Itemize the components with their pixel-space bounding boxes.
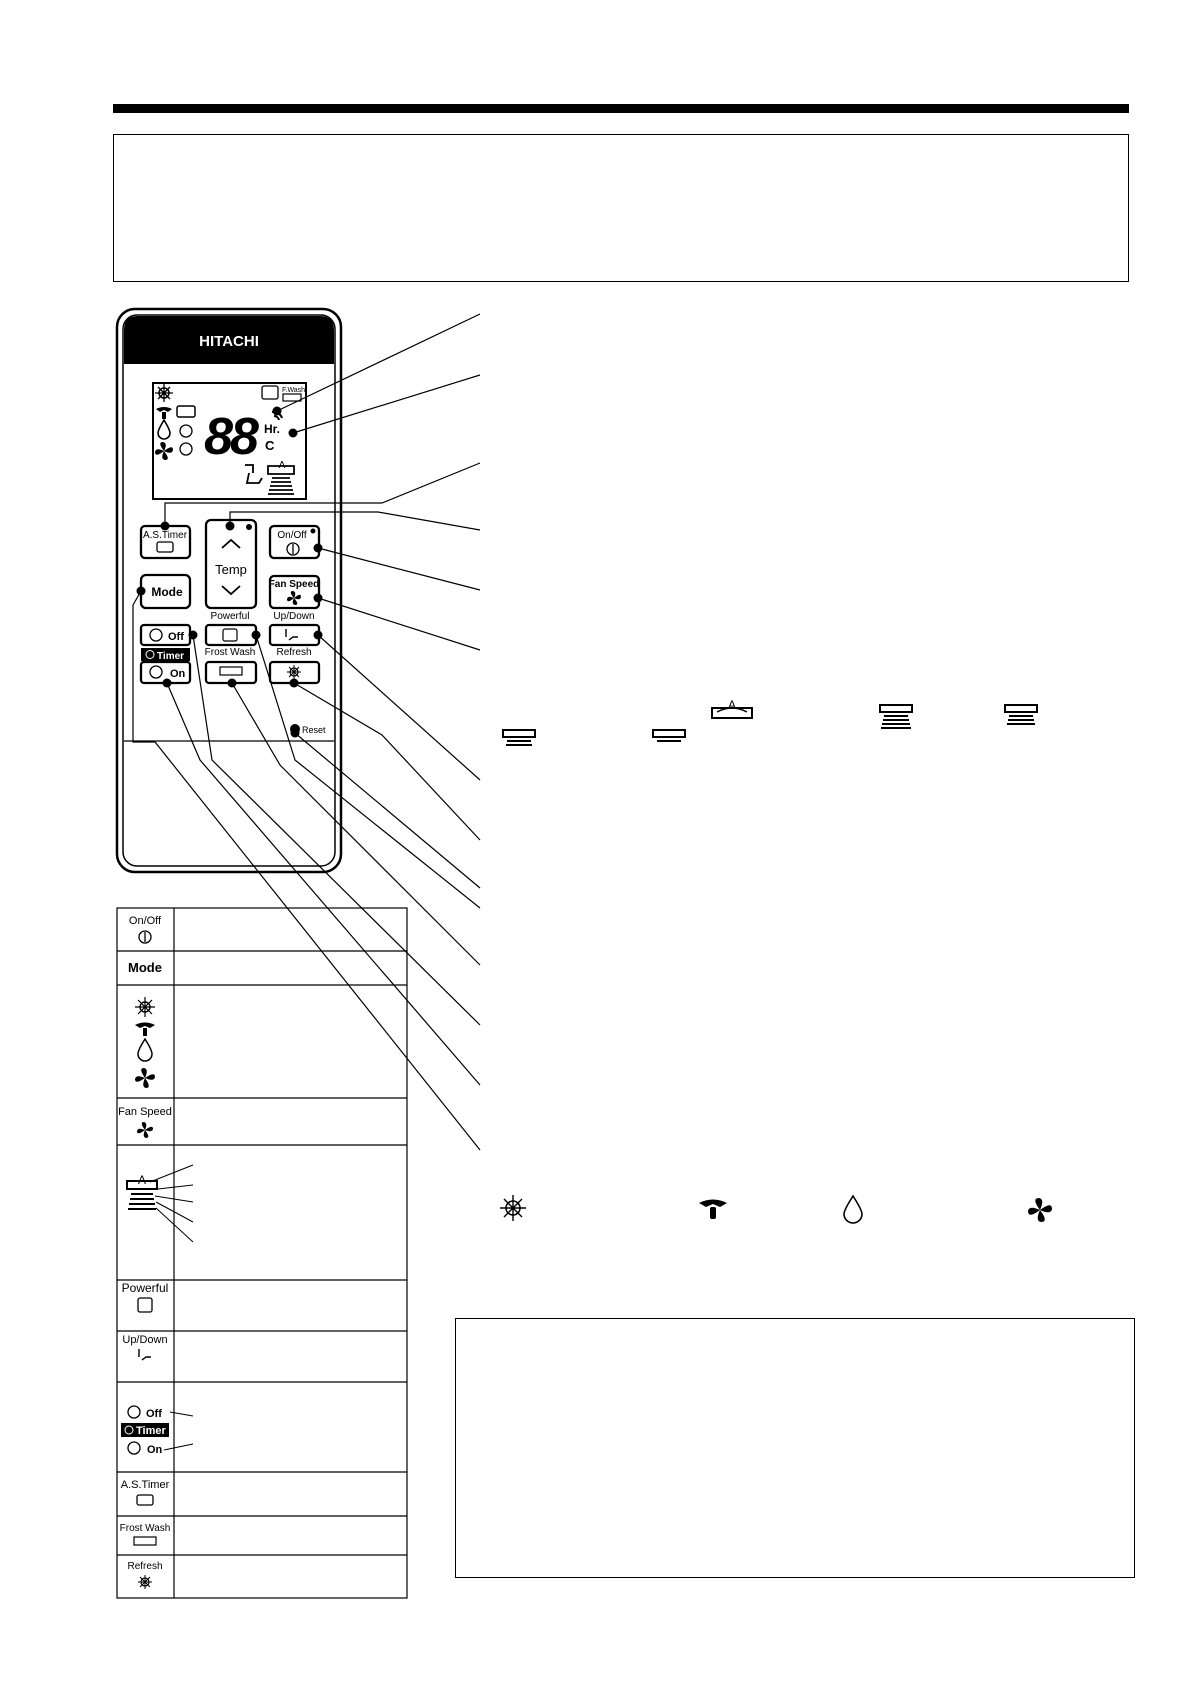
snowflake-icon — [135, 997, 155, 1017]
legend-on: On — [147, 1444, 163, 1456]
legend-mode: Mode — [128, 960, 162, 975]
refresh-icon — [138, 1575, 152, 1589]
fan-level-5-icon — [880, 705, 912, 728]
clock-icon — [128, 1442, 140, 1454]
lcd-digits: 88 — [204, 408, 256, 466]
fan-level-icon — [127, 1165, 193, 1242]
on-off-button[interactable] — [270, 526, 319, 558]
fan-icon — [135, 1068, 155, 1088]
droplet-icon — [844, 1196, 862, 1223]
powerful-icon — [138, 1298, 152, 1312]
svg-text:Reset: Reset — [302, 725, 326, 735]
mode-button[interactable] — [141, 575, 190, 608]
fan-level-1-icon — [653, 730, 685, 741]
legend-powerful: Powerful — [121, 1281, 169, 1295]
svg-text:Fan Speed: Fan Speed — [268, 579, 320, 590]
legend-table — [117, 908, 407, 1598]
legend-off: Off — [146, 1408, 162, 1420]
legend-up-down: Up/Down — [122, 1334, 168, 1346]
powerful-button[interactable] — [206, 625, 256, 645]
legend-fan-speed: Fan Speed — [118, 1106, 172, 1118]
legend-as-timer: A.S.Timer — [120, 1479, 170, 1491]
brand-logo: HITACHI — [199, 333, 259, 350]
timer-label-badge — [141, 648, 190, 662]
lcd-fwash: F.Wash — [282, 387, 306, 394]
fan-icon — [137, 1122, 153, 1138]
bed-icon — [137, 1495, 153, 1505]
lcd-celsius: C — [265, 438, 275, 453]
legend-frost-wash: Frost Wash — [119, 1523, 171, 1534]
lcd-display — [153, 383, 306, 499]
legend-refresh: Refresh — [127, 1561, 163, 1572]
refresh-label: Refresh — [276, 647, 312, 658]
svg-text:A: A — [727, 698, 737, 712]
fan-level-2-icon — [503, 730, 535, 745]
svg-text:A.S.Timer: A.S.Timer — [142, 530, 188, 541]
legend-timer: Timer — [136, 1425, 166, 1437]
svg-text:Temp: Temp — [215, 562, 247, 577]
svg-text:A: A — [137, 1173, 147, 1187]
sun-dry-icon — [135, 1023, 155, 1037]
svg-text:On: On — [170, 668, 186, 680]
fan-level-3-icon — [1005, 705, 1037, 724]
as-timer-button[interactable] — [141, 526, 190, 558]
fan-auto-icon — [712, 698, 752, 718]
clock-icon — [128, 1406, 140, 1418]
temp-button[interactable] — [206, 520, 256, 608]
snowflake-icon — [500, 1195, 526, 1221]
up-down-label: Up/Down — [273, 611, 315, 622]
svg-text:Off: Off — [168, 631, 184, 643]
fan-speed-button[interactable] — [269, 576, 320, 608]
svg-text:On/Off: On/Off — [277, 530, 307, 541]
lcd-hr: Hr. — [264, 422, 281, 436]
svg-text:Mode: Mode — [151, 585, 183, 599]
droplet-icon — [138, 1039, 152, 1061]
frost-wash-icon — [134, 1537, 156, 1545]
legend-on-off: On/Off — [128, 915, 162, 927]
powerful-label: Powerful — [210, 611, 250, 622]
fan-icon — [1028, 1198, 1052, 1222]
sun-dry-icon — [699, 1200, 727, 1220]
lcd-auto: A — [278, 460, 286, 471]
swing-icon — [139, 1349, 151, 1360]
up-down-button[interactable] — [270, 625, 319, 645]
frost-wash-label: Frost Wash — [204, 647, 256, 658]
svg-text:Timer: Timer — [157, 651, 185, 662]
off-timer-button[interactable] — [141, 625, 190, 645]
